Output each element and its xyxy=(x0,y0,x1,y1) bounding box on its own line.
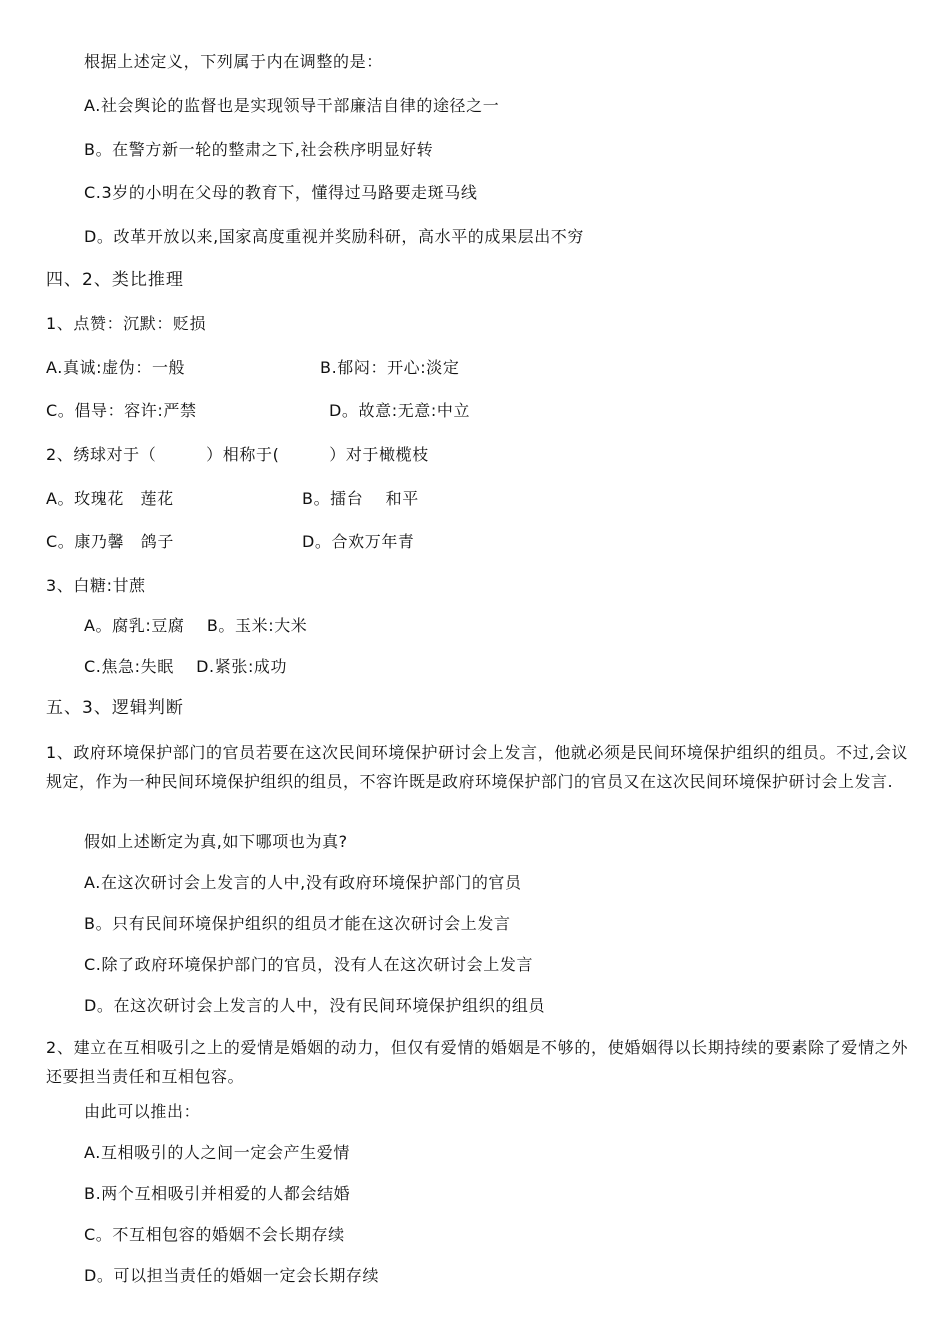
question-stem: 1、政府环境保护部门的官员若要在这次民间环境保护研讨会上发言，他就必须是民间环境保护组织的组员。不过,会议规定，作为一种民间环境保护组织的组员，不容许既是政府环境保护部门的官员又在这次民间环境保护研讨会上发言. xyxy=(46,743,908,791)
question-stem: 2、建立在互相吸引之上的爱情是婚姻的动力，但仅有爱情的婚姻是不够的，使婚姻得以长期持续的要素除了爱情之外还要担当责任和互相包容。 xyxy=(46,1038,908,1086)
option-b: B.两个互相吸引并相爱的人都会结婚 xyxy=(84,1184,351,1203)
option-d: D。改革开放以来,国家高度重视并奖励科研，高水平的成果层出不穷 xyxy=(84,227,585,246)
option-a: A.社会舆论的监督也是实现领导干部廉洁自律的途径之一 xyxy=(84,96,500,115)
question-prompt: 由此可以推出： xyxy=(84,1102,201,1121)
option-b: B.郁闷：开心:淡定 xyxy=(320,358,460,377)
question-stem: 1、点赞：沉默：贬损 xyxy=(46,314,207,333)
option-a: A.互相吸引的人之间一定会产生爱情 xyxy=(84,1143,350,1162)
question-stem: 根据上述定义，下列属于内在调整的是： xyxy=(84,52,383,71)
question-stem: 3、白糖:甘蔗 xyxy=(46,576,146,595)
option-c: C。不互相包容的婚姻不会长期存续 xyxy=(84,1225,345,1244)
question-stem: 2、绣球对于（ ）相称于( ）对于橄榄枝 xyxy=(46,445,429,464)
option-d: D。在这次研讨会上发言的人中，没有民间环境保护组织的组员 xyxy=(84,996,546,1015)
options-c-d: C.焦急:失眠 D.紧张:成功 xyxy=(84,657,288,676)
option-c: C.除了政府环境保护部门的官员，没有人在这次研讨会上发言 xyxy=(84,955,534,974)
question-prompt: 假如上述断定为真,如下哪项也为真? xyxy=(84,832,348,851)
option-a: A.真诚:虚伪：一般 xyxy=(46,358,186,377)
option-d: D。合欢万年青 xyxy=(302,532,415,551)
section-heading-logic: 五、3、逻辑判断 xyxy=(46,698,184,718)
option-d: D。故意:无意:中立 xyxy=(329,401,471,420)
option-b: B。只有民间环境保护组织的组员才能在这次研讨会上发言 xyxy=(84,914,511,933)
option-c: C。康乃馨 鸽子 xyxy=(46,532,174,551)
option-c: C。倡导：容许:严禁 xyxy=(46,401,197,420)
option-a: A。玫瑰花 莲花 xyxy=(46,489,174,508)
option-a: A.在这次研讨会上发言的人中,没有政府环境保护部门的官员 xyxy=(84,873,522,892)
option-d: D。可以担当责任的婚姻一定会长期存续 xyxy=(84,1266,380,1285)
section-heading-analogy: 四、2、类比推理 xyxy=(46,270,184,290)
option-b: B。擂台 和平 xyxy=(302,489,419,508)
option-b: B。在警方新一轮的整肃之下,社会秩序明显好转 xyxy=(84,140,434,159)
option-c: C.3岁的小明在父母的教育下，懂得过马路要走斑马线 xyxy=(84,183,478,202)
options-a-b: A。腐乳:豆腐 B。玉米:大米 xyxy=(84,616,308,635)
